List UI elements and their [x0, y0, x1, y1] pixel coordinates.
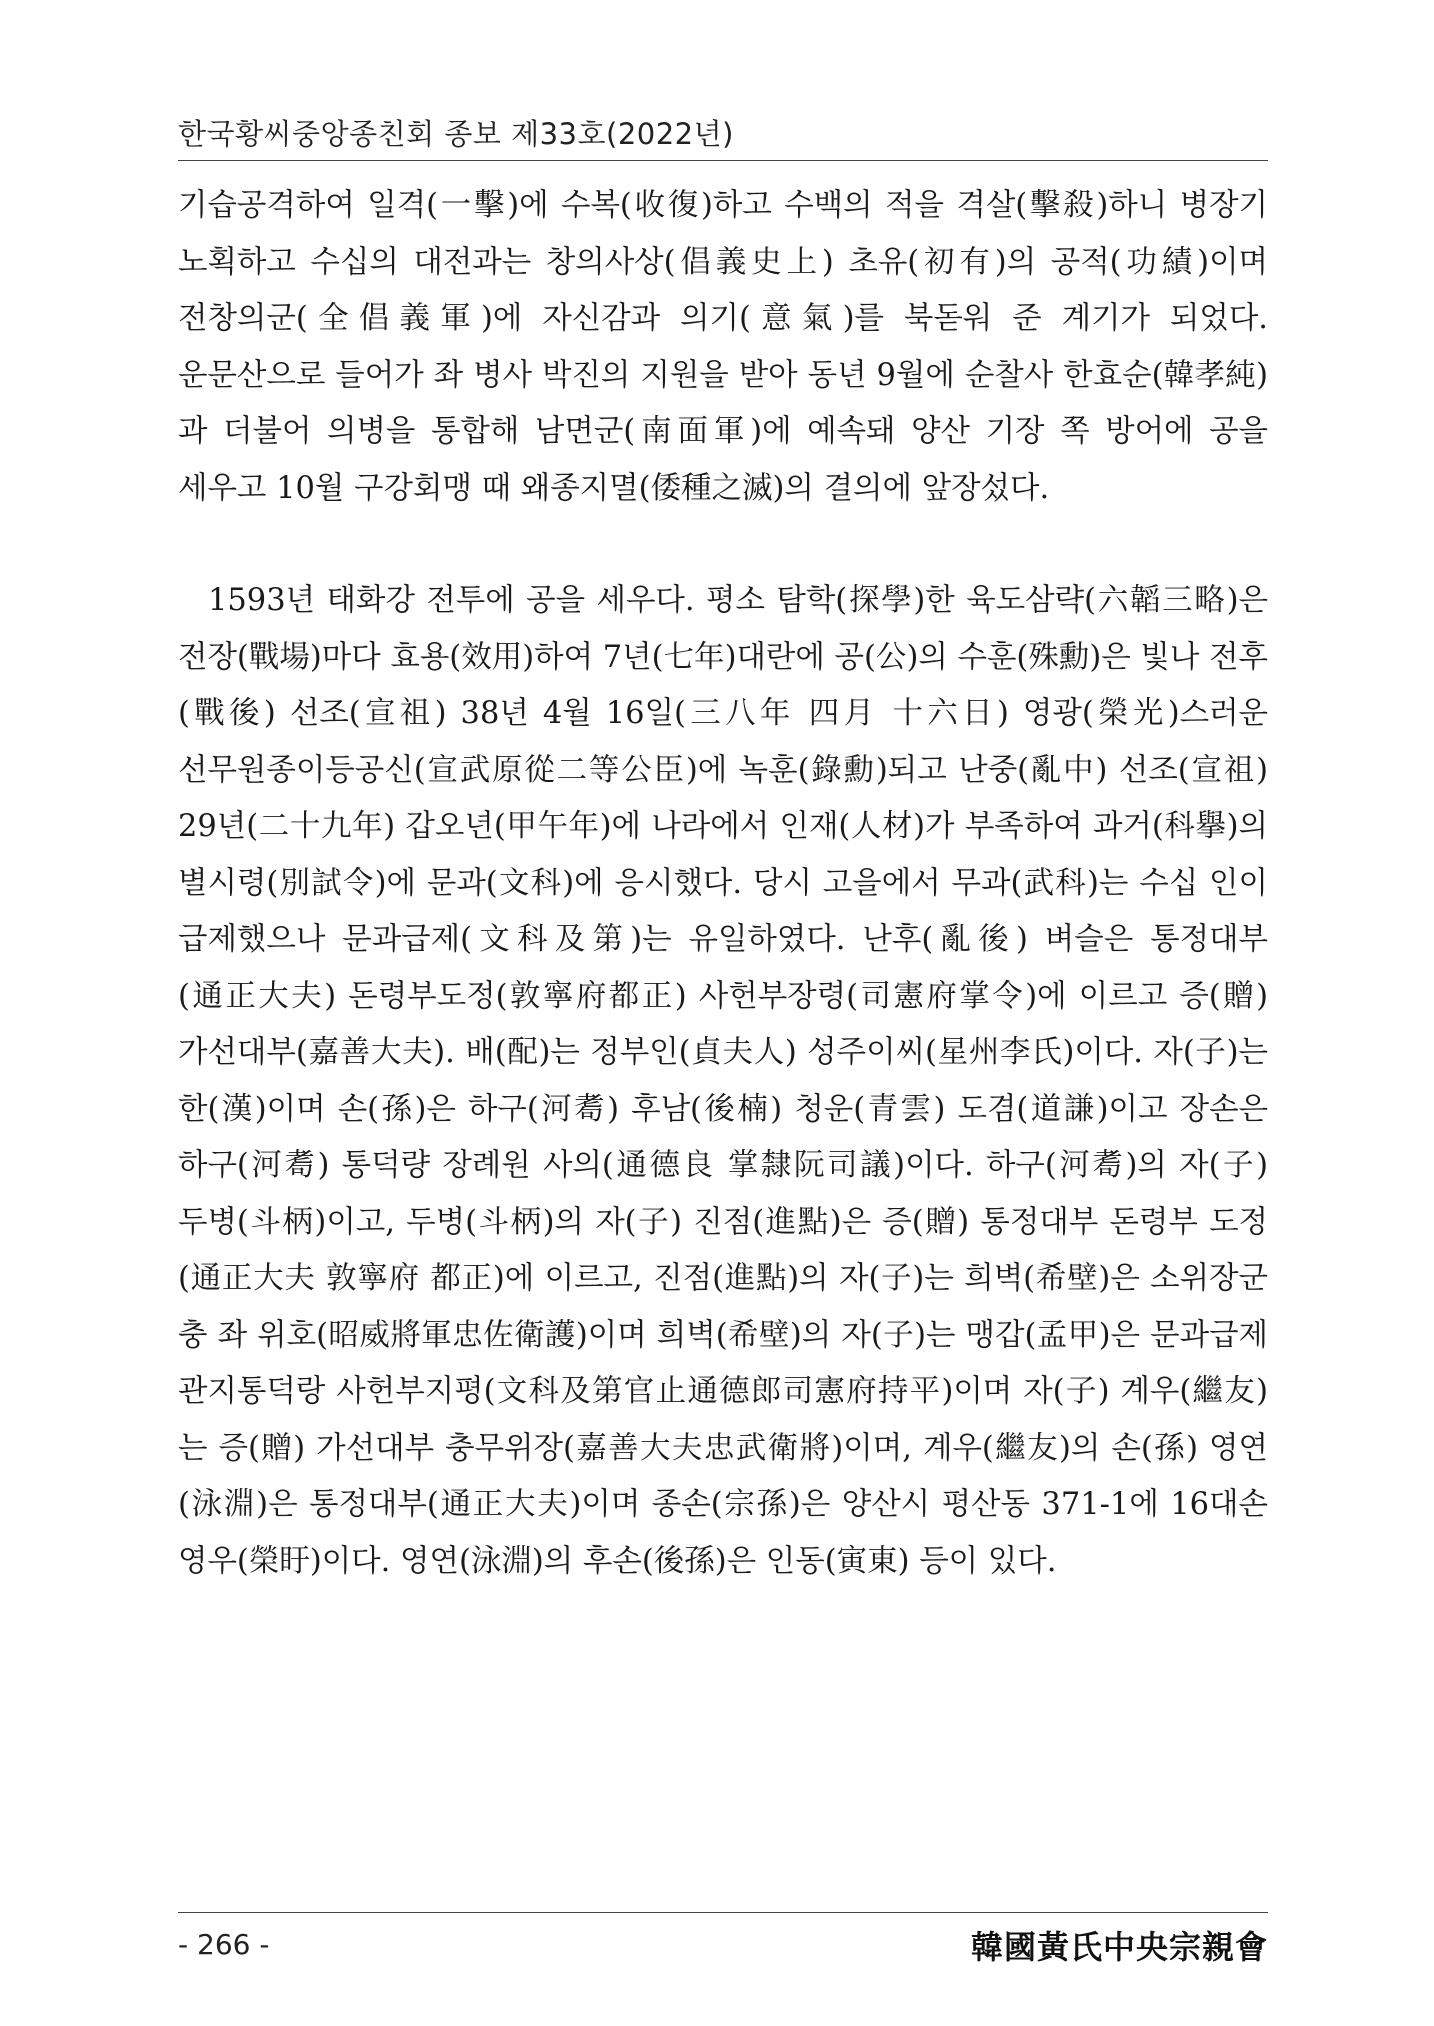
- footer-divider: [178, 1912, 1268, 1913]
- page-header-title: 한국황씨중앙종친회 종보 제33호(2022년): [178, 117, 734, 151]
- footer-organization-name: 韓國黃氏中央宗親會: [970, 1928, 1268, 1966]
- article-body: [178, 178, 1268, 1590]
- header-divider: [178, 160, 1268, 161]
- paragraph-1: 기습공격하여 일격(一擊)에 수복(收復)하고 수백의 적을 격살(擊殺)하니 병장기 노획하고 수십의 대전과는 창의사상(倡義史上) 초유(初有)의 공적(功績)이며 전창의군(全倡義軍)에 자신감과 의기(意氣)를 북돋워 준 계기가 되었다. 운문산으로 들어가 좌 병사 박진의 지원을 받아 동년 9월에 순찰사 한효순(韓孝純)과 더불어 의병을 통합해 남면군(南面軍)에 예속돼 양산 기장 쪽 방어에 공을 세우고 10월 구강회맹 때 왜종지멸(倭種之滅)의 결의에 앞장섰다.: [178, 188, 1268, 506]
- paragraph-2: 1593년 태화강 전투에 공을 세우다. 평소 탐학(探學)한 육도삼략(六韜三略)은 전장(戰場)마다 효용(效用)하여 7년(七年)대란에 공(公)의 수훈(殊勳)은 빛나 전후(戰後) 선조(宣祖) 38년 4월 16일(三八年 四月 十六日) 영광(榮光)스러운 선무원종이등공신(宣武原從二等公臣)에 녹훈(錄勳)되고 난중(亂中) 선조(宣祖) 29년(二十九年) 갑오년(甲午年)에 나라에서 인재(人材)가 부족하여 과거(科擧)의 별시령(別試令)에 문과(文科)에 응시했다. 당시 고을에서 무과(武科)는 수십 인이 급제했으나 문과급제(文科及第)는 유일하였다. 난후(亂後) 벼슬은 통정대부(通正大夫) 돈령부도정(敦寧府都正) 사헌부장령(司憲府掌令)에 이르고 증(贈) 가선대부(嘉善大夫). 배(配)는 정부인(貞夫人) 성주이씨(星州李氏)이다. 자(子)는 한(漢)이며 손(孫)은 하구(河耈) 후남(後楠) 청운(青雲) 도겸(道謙)이고 장손은 하구(河耈) 통덕량 장례원 사의(通德良 掌隸阮司議)이다. 하구(河耈)의 자(子) 두병(斗柄)이고, 두병(斗柄)의 자(子) 진점(進點)은 증(贈) 통정대부 돈령부 도정(通正大夫 敦寧府 都正)에 이르고, 진점(進點)의 자(子)는 희벽(希壁)은 소위장군 충 좌 위호(昭威將軍忠佐衛護)이며 희벽(希壁)의 자(子)는 맹갑(孟甲)은 문과급제 관지통덕랑 사헌부지평(文科及第官止通德郎司憲府持平)이며 자(子) 계우(繼友)는 증(贈) 가선대부 충무위장(嘉善大夫忠武衛將)이며, 계우(繼友)의 손(孫) 영연(泳淵)은 통정대부(通正大夫)이며 종손(宗孫)은 양산시 평산동 371-1에 16대손 영우(榮盱)이다. 영연(泳淵)의 후손(後孫)은 인동(寅東) 등이 있다.: [178, 583, 1268, 1579]
- page-number: - 266 -: [178, 1928, 270, 1961]
